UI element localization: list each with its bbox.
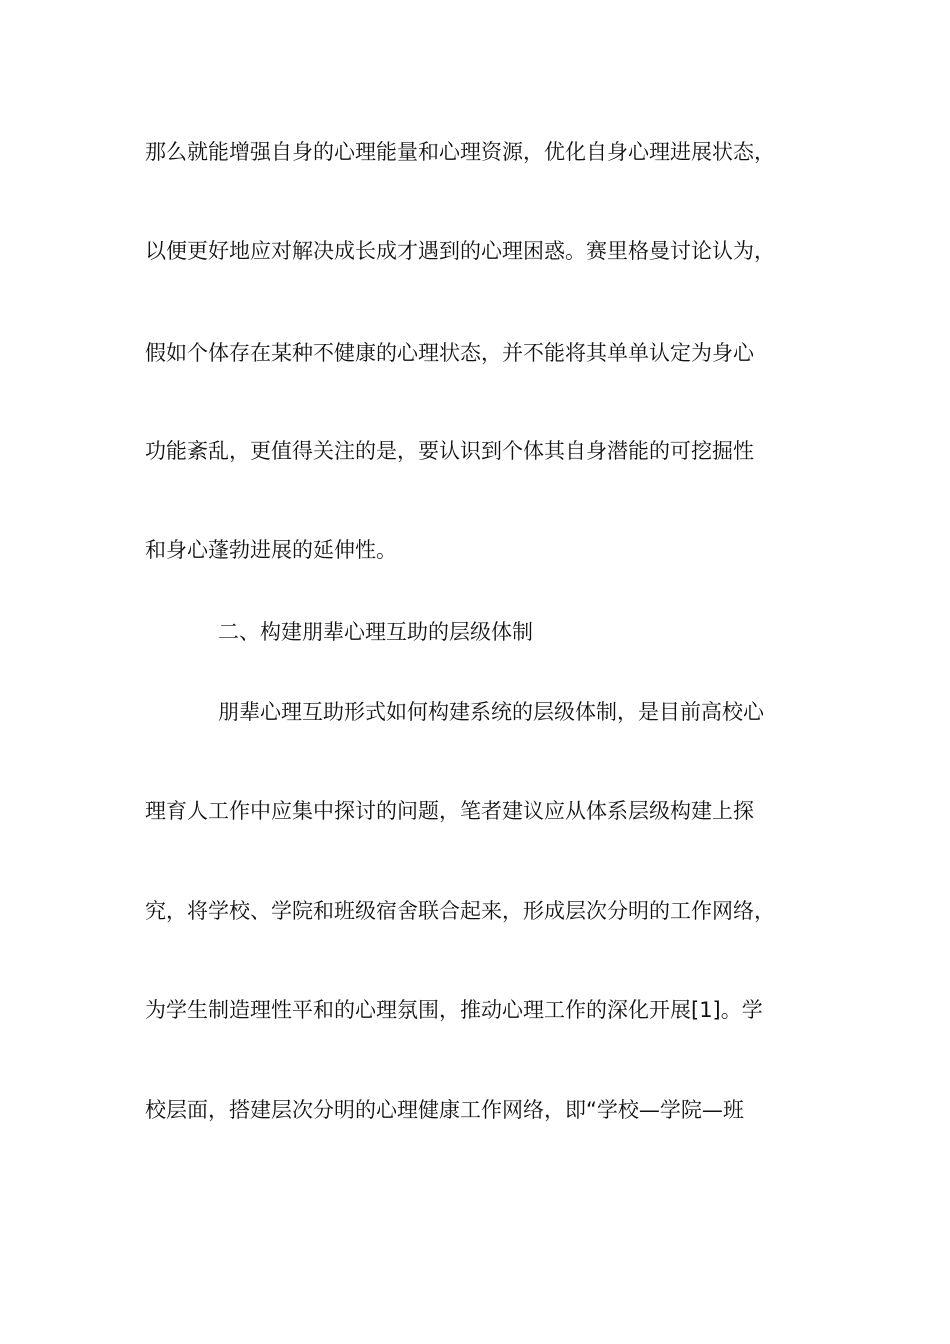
paragraph-line: 为学生制造理性平和的心理氛围，推动心理工作的深化开展[1]。学 xyxy=(145,998,763,1022)
paragraph-line: 那么就能增强自身的心理能量和心理资源，优化自身心理进展状态， xyxy=(145,140,775,164)
paragraph-line: 功能紊乱，更值得关注的是，要认识到个体其自身潜能的可挖掘性 xyxy=(145,439,754,463)
section-heading: 二、构建朋辈心理互助的层级体制 xyxy=(218,620,533,644)
paragraph-line: 校层面，搭建层次分明的心理健康工作网络，即“学校—学院—班 xyxy=(145,1098,744,1122)
paragraph-line: 究，将学校、学院和班级宿舍联合起来，形成层次分明的工作网络， xyxy=(145,899,775,923)
paragraph-line: 以便更好地应对解决成长成才遇到的心理困惑。赛里格曼讨论认为， xyxy=(145,239,775,263)
paragraph-line: 和身心蓬勃进展的延伸性。 xyxy=(145,538,397,562)
paragraph-line: 朋辈心理互助形式如何构建系统的层级体制，是目前高校心 xyxy=(218,700,764,724)
paragraph-line: 假如个体存在某种不健康的心理状态，并不能将其单单认定为身心 xyxy=(145,341,754,365)
paragraph-line: 理育人工作中应集中探讨的问题，笔者建议应从体系层级构建上探 xyxy=(145,799,754,823)
